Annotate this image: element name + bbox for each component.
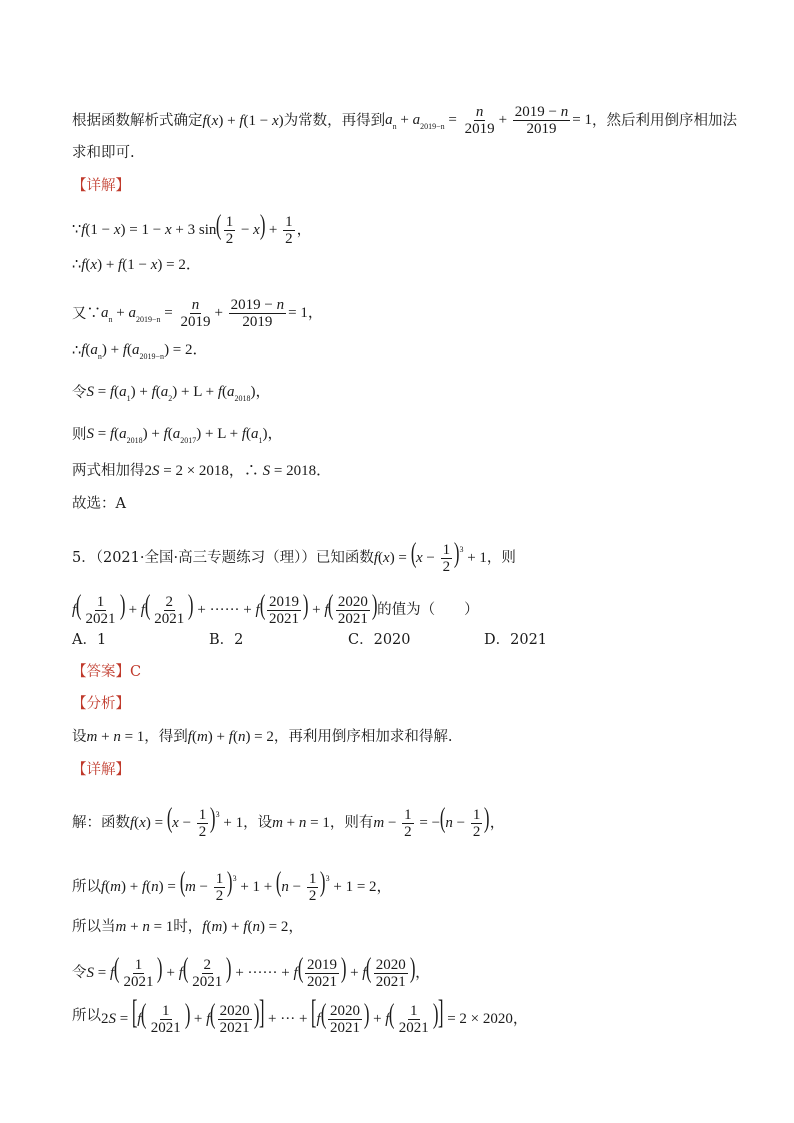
- formula-m-plus-n-2: m + n = 1: [272, 814, 330, 831]
- analysis-heading-text: 【分析】: [72, 696, 130, 712]
- formula-2S: 2S = 2 × 2018，∴ S = 2018．: [144, 463, 332, 479]
- dang-text: 所以当: [72, 919, 116, 935]
- detail1-line-because: [72, 212, 312, 247]
- formula-fm-fn: f(m) + f(n) = 2: [187, 729, 274, 745]
- option-b[interactable]: B．2: [209, 632, 244, 648]
- because-symbol: ∵: [72, 221, 82, 238]
- conclusion-text: 故选：A: [72, 496, 126, 512]
- q5-stem: 5．（2021·全国·高三专题练习（理））已知函数: [72, 549, 374, 566]
- option-c[interactable]: C．2020: [348, 632, 411, 648]
- detail1-conclusion: [72, 494, 126, 514]
- formula-a-sum: $a_n + a_{2019-n}$ = $\frac{n}{2019}$ + $\frac{2019 - n}{2019}$ = 1: [385, 104, 592, 137]
- formula-fx-def-2: f(x) = (x − $\frac{1}{2}$ )$^3$ + 1: [130, 803, 244, 841]
- detail-heading-1: [72, 176, 130, 196]
- detail1-line-therefore-1: [72, 255, 201, 275]
- intro-text-c: ，然后利用倒序相加法: [591, 112, 737, 129]
- formula-fm-fn-expand: f(m) + f(n) = (m − $\frac{1}{2}$ )$^3$ + 1 + (n − $\frac{1}{2}$ )$^3$ + 1 = 2，: [101, 867, 392, 905]
- q5-line-2: [72, 592, 479, 627]
- ze-text: 则: [72, 427, 87, 443]
- q5-then: ，则: [486, 549, 516, 566]
- formula-f-sum: f(x) + f(1 − x): [202, 112, 284, 129]
- you-because-text: 又∵: [72, 305, 101, 322]
- answer-line: [72, 662, 141, 682]
- formula-S-def: S = f( $\frac{1}{2021}$ ) + f( $\frac{2}{2021}$ ) + ······ + f( $\frac{2019}{2021}$ ) + f( $\frac{2020}{2021}$ )，: [86, 953, 431, 991]
- detail1-line-you: [72, 297, 323, 330]
- formula-S-forward: $S = f(a_1) + f(a_2) + L + f(a_{2018})$，: [86, 384, 271, 403]
- jie-text: 解：函数: [72, 814, 130, 831]
- detail1-line-ze: [72, 424, 282, 446]
- formula-m-plus-n: m + n = 1: [86, 729, 145, 745]
- suoyi-text: 所以: [72, 878, 101, 895]
- intro-line-1: [72, 104, 737, 137]
- detail2-line-3: [72, 917, 303, 937]
- detail2-line-5: [72, 996, 528, 1036]
- formula-sum-equals-2: f(x) + f(1 − x) = 2．: [81, 257, 201, 273]
- detail-heading-2: [72, 760, 130, 780]
- q5-value-of: 的值为（ ）: [377, 601, 479, 618]
- formula-2S-final: 2S = [f( $\frac{1}{2021}$ ) + f( $\frac{2020}{2021}$ )] + ··· + [f( $\frac{2020}{2021}$ ) + f( $\frac{1}{2021}$ )] = 2 × 2020，: [101, 994, 528, 1037]
- detail1-line-ling: [72, 382, 270, 404]
- detail-heading-2-text: 【详解】: [72, 762, 130, 778]
- analysis-line: [72, 727, 453, 747]
- intro-text-b: 为常数，再得到: [283, 112, 386, 129]
- formula-fx-def: f(x) = (x − $\frac{1}{2}$ )$^3$ + 1: [373, 538, 487, 576]
- suoyi2-text: 所以: [72, 1008, 101, 1025]
- youyou-text: ，则有: [329, 814, 374, 831]
- formula-a-sum-2: $a_n + a_{2019-n}$ = $\frac{n}{2019}$ + $\frac{2019 - n}{2019}$ = 1，: [101, 297, 323, 330]
- formula-fm-fn-2: f(m) + f(n) = 2，: [202, 919, 304, 935]
- formula-S-backward: $S = f(a_{2018}) + f(a_{2017}) + L + f(a_1)$，: [86, 426, 283, 445]
- shi-text: 时，: [173, 919, 203, 935]
- intro-text-a: 根据函数解析式确定: [72, 112, 203, 129]
- formula-f-1-minus-x: f(1 − x) = 1 − x + 3 sin( $\frac{1}{2}$ − x) + $\frac{1}{2}$ ，: [81, 210, 312, 248]
- detail2-line-1: [72, 805, 505, 840]
- detail1-line-therefore-2: [72, 340, 208, 362]
- intro-line-2: [72, 143, 135, 163]
- analysis-heading: [72, 694, 130, 714]
- formula-f-an-sum: $f(a_n) + f(a_{2019-n}) = 2$．: [81, 342, 208, 361]
- detail2-line-4: [72, 955, 430, 990]
- answer-label: 【答案】: [72, 664, 130, 680]
- ling-text: 令: [72, 385, 87, 401]
- option-d[interactable]: D．2021: [484, 632, 548, 648]
- detail1-line-sum: [72, 461, 331, 481]
- q5-line-1: [72, 540, 516, 575]
- therefore-symbol-2: ∴: [72, 343, 82, 359]
- analysis-s2: ，得到: [144, 729, 188, 745]
- option-a[interactable]: A．1: [72, 632, 107, 648]
- detail-heading-1-text: 【详解】: [72, 178, 130, 194]
- formula-q5-sum: f( $\frac{1}{2021}$ ) + f( $\frac{2}{2021}$ ) + ······ + f( $\frac{2019}{2021}$ ) + f( $\frac{2020}{2021}$ ): [72, 590, 378, 628]
- q5-options: [72, 630, 552, 650]
- sum-text: 两式相加得: [72, 463, 145, 479]
- analysis-s1: 设: [72, 729, 87, 745]
- intro-text-2: 求和即可.: [72, 145, 135, 161]
- ling-text-2: 令: [72, 964, 87, 981]
- therefore-symbol: ∴: [72, 257, 82, 273]
- formula-m-plus-n-3: m + n = 1: [115, 919, 174, 935]
- answer-value: C: [130, 664, 142, 680]
- detail2-line-2: [72, 869, 392, 904]
- she-text: ，设: [243, 814, 273, 831]
- formula-m-minus-half: m − $\frac{1}{2}$ = −(n − $\frac{1}{2}$ )，: [373, 803, 505, 841]
- analysis-s3: ，再利用倒序相加求和得解.: [273, 729, 453, 745]
